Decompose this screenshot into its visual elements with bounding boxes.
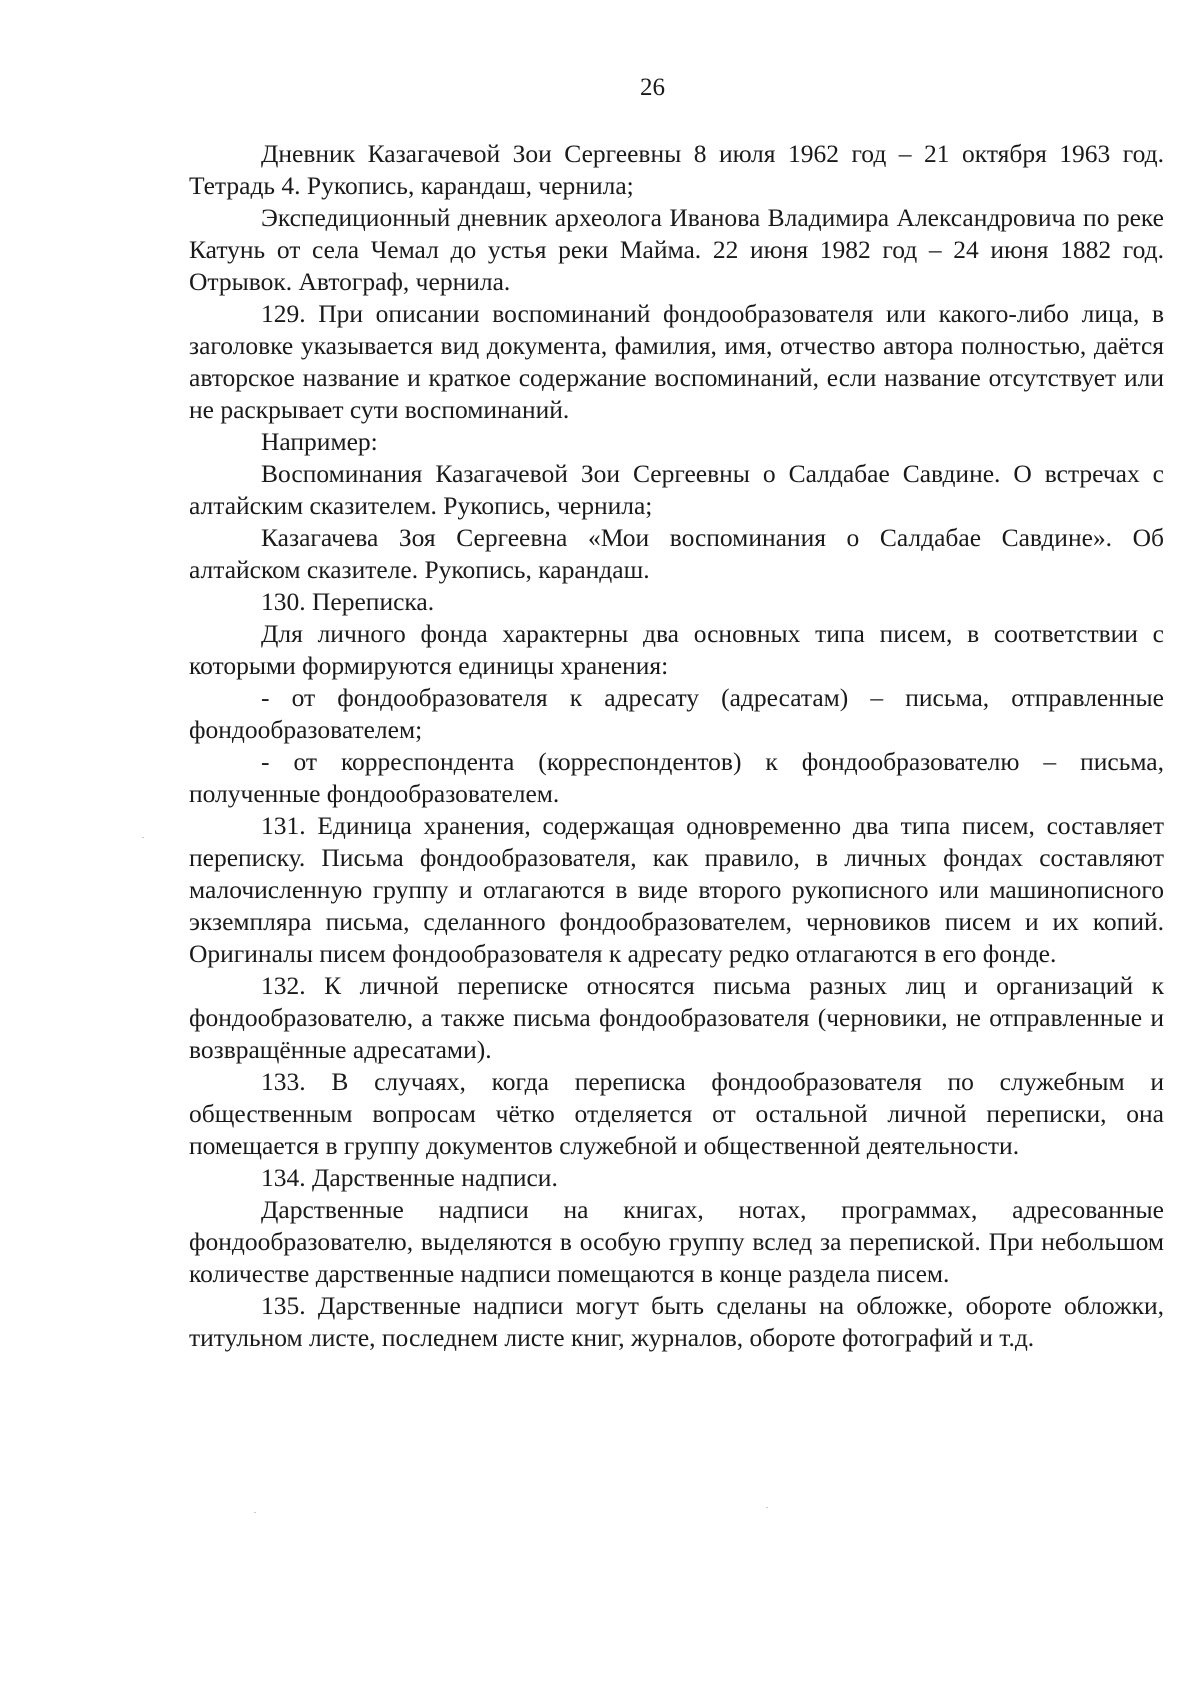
paragraph-memoirs-example-1: Воспоминания Казагачевой Зои Сергеевны о Салдабае Савдине. О встречах с алтайским сказителем. Рукопись, чернила; <box>189 459 1164 520</box>
paragraph-133: 133. В случаях, когда переписка фондообразователя по служебным и общественным вопросам чётко отделяется от остальной личной переписки, она помещается в группу документов служебной и общественной деятельности. <box>189 1067 1164 1160</box>
paragraph-dedication-inscriptions: Дарственные надписи на книгах, нотах, программах, адресованные фондообразователю, выделяются в особую группу вслед за перепиской. При небольшом количестве дарственные надписи помещаются в конце раздела писем. <box>189 1195 1164 1288</box>
paragraph-134-heading: 134. Дарственные надписи. <box>261 1163 558 1192</box>
page-body <box>189 138 1164 1354</box>
paragraph-129: 129. При описании воспоминаний фондообразователя или какого-либо лица, в заголовке указывается вид документа, фамилия, имя, отчество автора полностью, даётся авторское название и краткое содержание воспоминаний, если название отсутствует или не раскрывает сути воспоминаний. <box>189 299 1164 424</box>
paragraph-130-heading: 130. Переписка. <box>261 587 435 616</box>
paragraph-132: 132. К личной переписке относятся письма разных лиц и организаций к фондообразователю, а также письма фондообразователя (черновики, не отправленные и возвращённые адресатами). <box>189 971 1164 1064</box>
paragraph-example-label: Например: <box>261 427 378 456</box>
list-item-outgoing-letters: - от фондообразователя к адресату (адресатам) – письма, отправленные фондообразователем; <box>189 683 1164 744</box>
scan-speck <box>766 1507 768 1508</box>
paragraph-131: 131. Единица хранения, содержащая одновременно два типа писем, составляет переписку. Письма фондообразователя, как правило, в личных фондах составляют малочисленную группу и отлагаются в виде второго рукописного или машинописного экземпляра письма, сделанного фондообразователем, черновиков писем и их копий. Оригиналы писем фондообразователя к адресату редко отлагаются в его фонде. <box>189 811 1164 968</box>
list-item-incoming-letters: - от корреспондента (корреспондентов) к фондообразователю – письма, полученные фондообразователем. <box>189 747 1164 808</box>
paragraph-expedition-diary: Экспедиционный дневник археолога Иванова Владимира Александровича по реке Катунь от села Чемал до устья реки Майма. 22 июня 1982 год – 24 июня 1882 год. Отрывок. Автограф, чернила. <box>189 203 1164 296</box>
paragraph-135: 135. Дарственные надписи могут быть сделаны на обложке, обороте обложки, титульном листе, последнем листе книг, журналов, обороте фотографий и т.д. <box>189 1291 1164 1352</box>
paragraph-memoirs-example-2: Казагачева Зоя Сергеевна «Мои воспоминания о Салдабае Савдине». Об алтайском сказителе. Рукопись, карандаш. <box>189 523 1164 584</box>
paragraph-letter-types: Для личного фонда характерны два основных типа писем, в соответствии с которыми формируются единицы хранения: <box>189 619 1164 680</box>
page-number: 26 <box>640 74 665 101</box>
paragraph-diary-kazagacheva: Дневник Казагачевой Зои Сергеевны 8 июля 1962 год – 21 октября 1963 год. Тетрадь 4. Рукопись, карандаш, чернила; <box>189 139 1164 200</box>
scan-speck <box>142 837 144 838</box>
scan-speck <box>254 1512 256 1513</box>
